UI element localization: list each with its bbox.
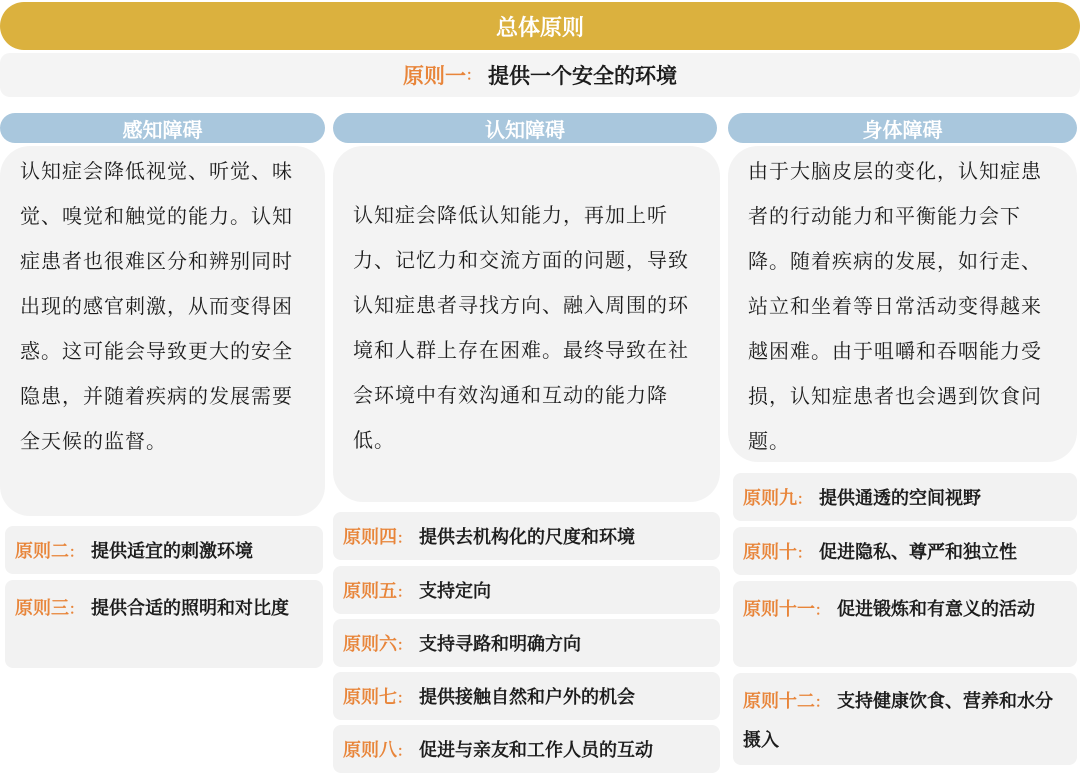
principle-10 (733, 527, 1077, 575)
principle-text: 促进锻炼和有意义的活动 (837, 599, 1035, 620)
principle-text: 提供接触自然和户外的机会 (419, 687, 635, 708)
column-header-label: 身体障碍 (862, 117, 943, 142)
principle-label: 原则二 (15, 541, 69, 562)
principle-2 (5, 526, 323, 574)
principle-text: 提供适宜的刺激环境 (91, 541, 253, 562)
principle-colon: ： (397, 691, 411, 707)
principle-colon: ： (69, 545, 83, 561)
principle-label: 原则五 (343, 581, 397, 602)
principle-7 (333, 672, 720, 720)
principle-colon: ： (466, 68, 480, 84)
principle-text: 提供一个安全的环境 (488, 64, 677, 88)
principle-text: 促进与亲友和工作人员的互动 (419, 740, 653, 761)
principle-text: 支持健康饮食、营养和水分摄入 (743, 691, 1053, 751)
principle-label: 原则七 (343, 687, 397, 708)
principle-colon: ： (397, 638, 411, 654)
principle-label: 原则四 (343, 527, 397, 548)
principle-colon: ： (815, 603, 829, 619)
principle-label: 原则一 (403, 64, 466, 88)
principle-label: 原则六 (343, 634, 397, 655)
banner-title: 总体原则 (495, 15, 584, 41)
principle-text: 支持定向 (419, 581, 491, 602)
principle-text: 提供通透的空间视野 (819, 488, 981, 509)
principle-4 (333, 512, 720, 560)
principle-1-row (0, 53, 1080, 97)
column-body-cognitive: 认知症会降低认知能力，再加上听力、记忆力和交流方面的问题，导致认知症患者寻找方向、融入周围的环境和人群上存在困难。最终导致在社会环境中有效沟通和互动的能力降低。 (333, 146, 720, 502)
principle-colon: ： (797, 546, 811, 562)
column-body-sensory: 认知症会降低视觉、听觉、味觉、嗅觉和触觉的能力。认知症患者也很难区分和辨别同时出现的感官刺激，从而变得困惑。这可能会导致更大的安全隐患，并随着疾病的发展需要全天候的监督。 (0, 146, 325, 516)
principle-colon: ： (797, 492, 811, 508)
principle-colon: ： (815, 695, 829, 711)
principle-label: 原则十二 (743, 691, 815, 712)
principle-text: 提供合适的照明和对比度 (91, 598, 289, 619)
principle-label: 原则八 (343, 740, 397, 761)
column-body-physical: 由于大脑皮层的变化，认知症患者的行动能力和平衡能力会下降。随着疾病的发展，如行走、站立和坐着等日常活动变得越来越困难。由于咀嚼和吞咽能力受损，认知症患者也会遇到饮食问题。 (728, 146, 1077, 462)
principle-colon: ： (397, 585, 411, 601)
principle-label: 原则三 (15, 598, 69, 619)
principle-colon: ： (397, 531, 411, 547)
column-header-label: 感知障碍 (122, 117, 203, 142)
principle-9 (733, 473, 1077, 521)
principle-11 (733, 581, 1077, 667)
principle-6 (333, 619, 720, 667)
column-header-physical (728, 113, 1077, 143)
principle-label: 原则十 (743, 542, 797, 563)
principle-text: 提供去机构化的尺度和环境 (419, 527, 635, 548)
principle-text: 支持寻路和明确方向 (419, 634, 581, 655)
column-header-cognitive (333, 113, 717, 143)
principle-text: 促进隐私、尊严和独立性 (819, 542, 1017, 563)
column-header-sensory (0, 113, 325, 143)
principle-label: 原则九 (743, 488, 797, 509)
overall-principles-banner (0, 2, 1080, 50)
principle-colon: ： (397, 744, 411, 760)
principle-5 (333, 566, 720, 614)
principle-3 (5, 580, 323, 668)
principle-8 (333, 725, 720, 773)
principle-12 (733, 673, 1077, 765)
column-header-label: 认知障碍 (485, 117, 565, 142)
principle-label: 原则十一 (743, 599, 815, 620)
principle-colon: ： (69, 602, 83, 618)
